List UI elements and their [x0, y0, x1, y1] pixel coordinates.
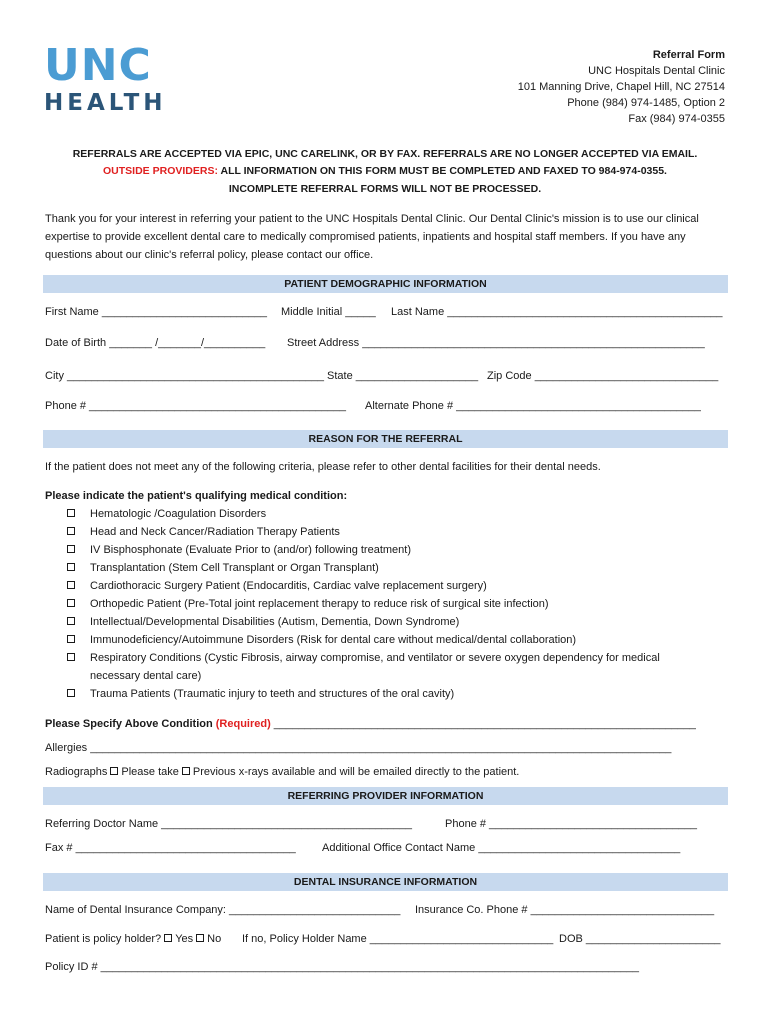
- yes-label: Yes: [175, 933, 194, 945]
- conditions-heading: Please indicate the patient's qualifying medical condition:: [45, 490, 348, 502]
- intro-paragraph: Thank you for your interest in referring your patient to the UNC Hospitals Dental Clinic. Our Dental Clinic's mission is to use our clinical expertise to provide excellent dental care to medically compromised patients, inpatients and hospital staff members. If you have any questions about our clinic's referral policy, please contact our office.: [45, 213, 699, 261]
- policy-holder-dob-field[interactable]: DOB ______________________: [559, 933, 721, 945]
- logo-unc-text: UNC: [44, 40, 152, 91]
- radiographs-label: Radiographs: [45, 766, 108, 778]
- city-field[interactable]: City __________________________________________: [45, 370, 324, 382]
- no-checkbox[interactable]: [196, 934, 204, 942]
- required-label: (Required): [215, 718, 271, 730]
- condition-checkbox[interactable]: [67, 689, 75, 697]
- policy-holder-label: Patient is policy holder?: [45, 933, 162, 945]
- clinic-header: [518, 47, 725, 127]
- radiographs-row: [45, 764, 519, 780]
- policy-holder-name-field[interactable]: If no, Policy Holder Name ______________________________: [242, 933, 554, 945]
- unc-health-logo: [44, 40, 167, 116]
- insurance-company-field[interactable]: Name of Dental Insurance Company: ____________________________: [45, 904, 401, 916]
- criteria-note: If the patient does not meet any of the following criteria, please refer to other dental facilities for their dental needs.: [45, 461, 601, 473]
- condition-checkbox[interactable]: [67, 599, 75, 607]
- condition-checkbox[interactable]: [67, 509, 75, 517]
- condition-label: Immunodeficiency/Autoimmune Disorders (Risk for dental care without medical/dental collaboration): [90, 634, 577, 646]
- clinic-phone: Phone (984) 974-1485, Option 2: [567, 97, 725, 109]
- clinic-name: UNC Hospitals Dental Clinic: [588, 65, 725, 77]
- condition-item: [67, 559, 697, 577]
- please-take-label: Please take: [121, 766, 179, 778]
- alternate-phone-field[interactable]: Alternate Phone # ________________________________________: [365, 400, 701, 412]
- condition-label: Transplantation (Stem Cell Transplant or Organ Transplant): [90, 562, 379, 574]
- specify-condition-label: Please Specify Above Condition: [45, 718, 216, 730]
- condition-label: Cardiothoracic Surgery Patient (Endocarditis, Cardiac valve replacement surgery): [90, 580, 487, 592]
- policy-id-field[interactable]: Policy ID # ________________________________________________________________________________________: [45, 961, 639, 973]
- state-field[interactable]: State ____________________: [327, 370, 479, 382]
- provider-fax-field[interactable]: Fax # ____________________________________: [45, 842, 296, 854]
- condition-checkbox[interactable]: [67, 635, 75, 643]
- clinic-fax: Fax (984) 974-0355: [628, 113, 725, 125]
- insurance-phone-field[interactable]: Insurance Co. Phone # ______________________________: [415, 904, 715, 916]
- condition-item: [67, 631, 697, 649]
- condition-label: Intellectual/Developmental Disabilities (Autism, Dementia, Down Syndrome): [90, 616, 460, 628]
- referral-notice-line2: [0, 163, 770, 180]
- no-label: No: [207, 933, 222, 945]
- clinic-address: 101 Manning Drive, Chapel Hill, NC 27514: [517, 81, 725, 93]
- condition-label: Head and Neck Cancer/Radiation Therapy Patients: [90, 526, 340, 538]
- outside-providers-label: OUTSIDE PROVIDERS:: [103, 165, 218, 177]
- allergies-field[interactable]: Allergies _______________________________________________________________________________________________: [45, 742, 672, 754]
- zip-code-field[interactable]: Zip Code ______________________________: [487, 370, 719, 382]
- condition-item: [67, 613, 697, 631]
- logo-health-text: HEALTH: [44, 90, 167, 116]
- conditions-list: [67, 505, 697, 703]
- specify-condition-field[interactable]: _____________________________________________________________________: [270, 718, 696, 730]
- condition-label: IV Bisphosphonate (Evaluate Prior to (and/or) following treatment): [90, 544, 411, 556]
- condition-item: [67, 505, 697, 523]
- section-reason-referral: REASON FOR THE REFERRAL: [43, 430, 728, 448]
- please-take-checkbox[interactable]: [110, 767, 118, 775]
- first-name-field[interactable]: First Name ___________________________: [45, 306, 268, 318]
- street-address-field[interactable]: Street Address ________________________________________________________: [287, 337, 705, 349]
- condition-item: [67, 541, 697, 559]
- provider-phone-field[interactable]: Phone # __________________________________: [445, 818, 698, 830]
- condition-item: [67, 523, 697, 541]
- office-contact-field[interactable]: Additional Office Contact Name _________________________________: [322, 842, 681, 854]
- referring-doctor-field[interactable]: Referring Doctor Name _________________________________________: [45, 818, 412, 830]
- condition-label: Hematologic /Coagulation Disorders: [90, 508, 267, 520]
- previous-xrays-label: Previous x-rays available and will be emailed directly to the patient.: [192, 766, 520, 778]
- condition-checkbox[interactable]: [67, 653, 75, 661]
- condition-item: [67, 595, 697, 613]
- date-of-birth-field[interactable]: Date of Birth _______ /_______/__________: [45, 337, 266, 349]
- yes-checkbox[interactable]: [164, 934, 172, 942]
- referral-notice-line1: REFERRALS ARE ACCEPTED VIA EPIC, UNC CARELINK, OR BY FAX. REFERRALS ARE NO LONGER ACCEPTED VIA EMAIL.: [72, 148, 698, 160]
- condition-checkbox[interactable]: [67, 545, 75, 553]
- middle-initial-field[interactable]: Middle Initial _____: [281, 306, 376, 318]
- condition-checkbox[interactable]: [67, 617, 75, 625]
- referral-notice-line3: INCOMPLETE REFERRAL FORMS WILL NOT BE PROCESSED.: [228, 183, 542, 195]
- outside-providers-text: ALL INFORMATION ON THIS FORM MUST BE COMPLETED AND FAXED TO 984-974-0355.: [217, 165, 667, 177]
- condition-label: Respiratory Conditions (Cystic Fibrosis, airway compromise, and ventilator or severe oxygen dependency for medical necessary dental care): [90, 652, 660, 682]
- section-dental-insurance: DENTAL INSURANCE INFORMATION: [43, 873, 728, 891]
- section-referring-provider: REFERRING PROVIDER INFORMATION: [43, 787, 728, 805]
- condition-item: [67, 577, 697, 595]
- previous-xrays-checkbox[interactable]: [182, 767, 190, 775]
- last-name-field[interactable]: Last Name _____________________________________________: [391, 306, 723, 318]
- specify-condition-row: [45, 716, 696, 732]
- section-patient-demographic: PATIENT DEMOGRAPHIC INFORMATION: [43, 275, 728, 293]
- condition-checkbox[interactable]: [67, 563, 75, 571]
- condition-checkbox[interactable]: [67, 581, 75, 589]
- condition-checkbox[interactable]: [67, 527, 75, 535]
- form-title: Referral Form: [652, 49, 725, 61]
- condition-item: [67, 685, 697, 703]
- condition-label: Trauma Patients (Traumatic injury to teeth and structures of the oral cavity): [90, 688, 455, 700]
- patient-phone-field[interactable]: Phone # __________________________________________: [45, 400, 346, 412]
- condition-label: Orthopedic Patient (Pre-Total joint replacement therapy to reduce risk of surgical site infection): [90, 598, 549, 610]
- condition-item: [67, 649, 697, 685]
- policy-holder-row: [45, 931, 721, 947]
